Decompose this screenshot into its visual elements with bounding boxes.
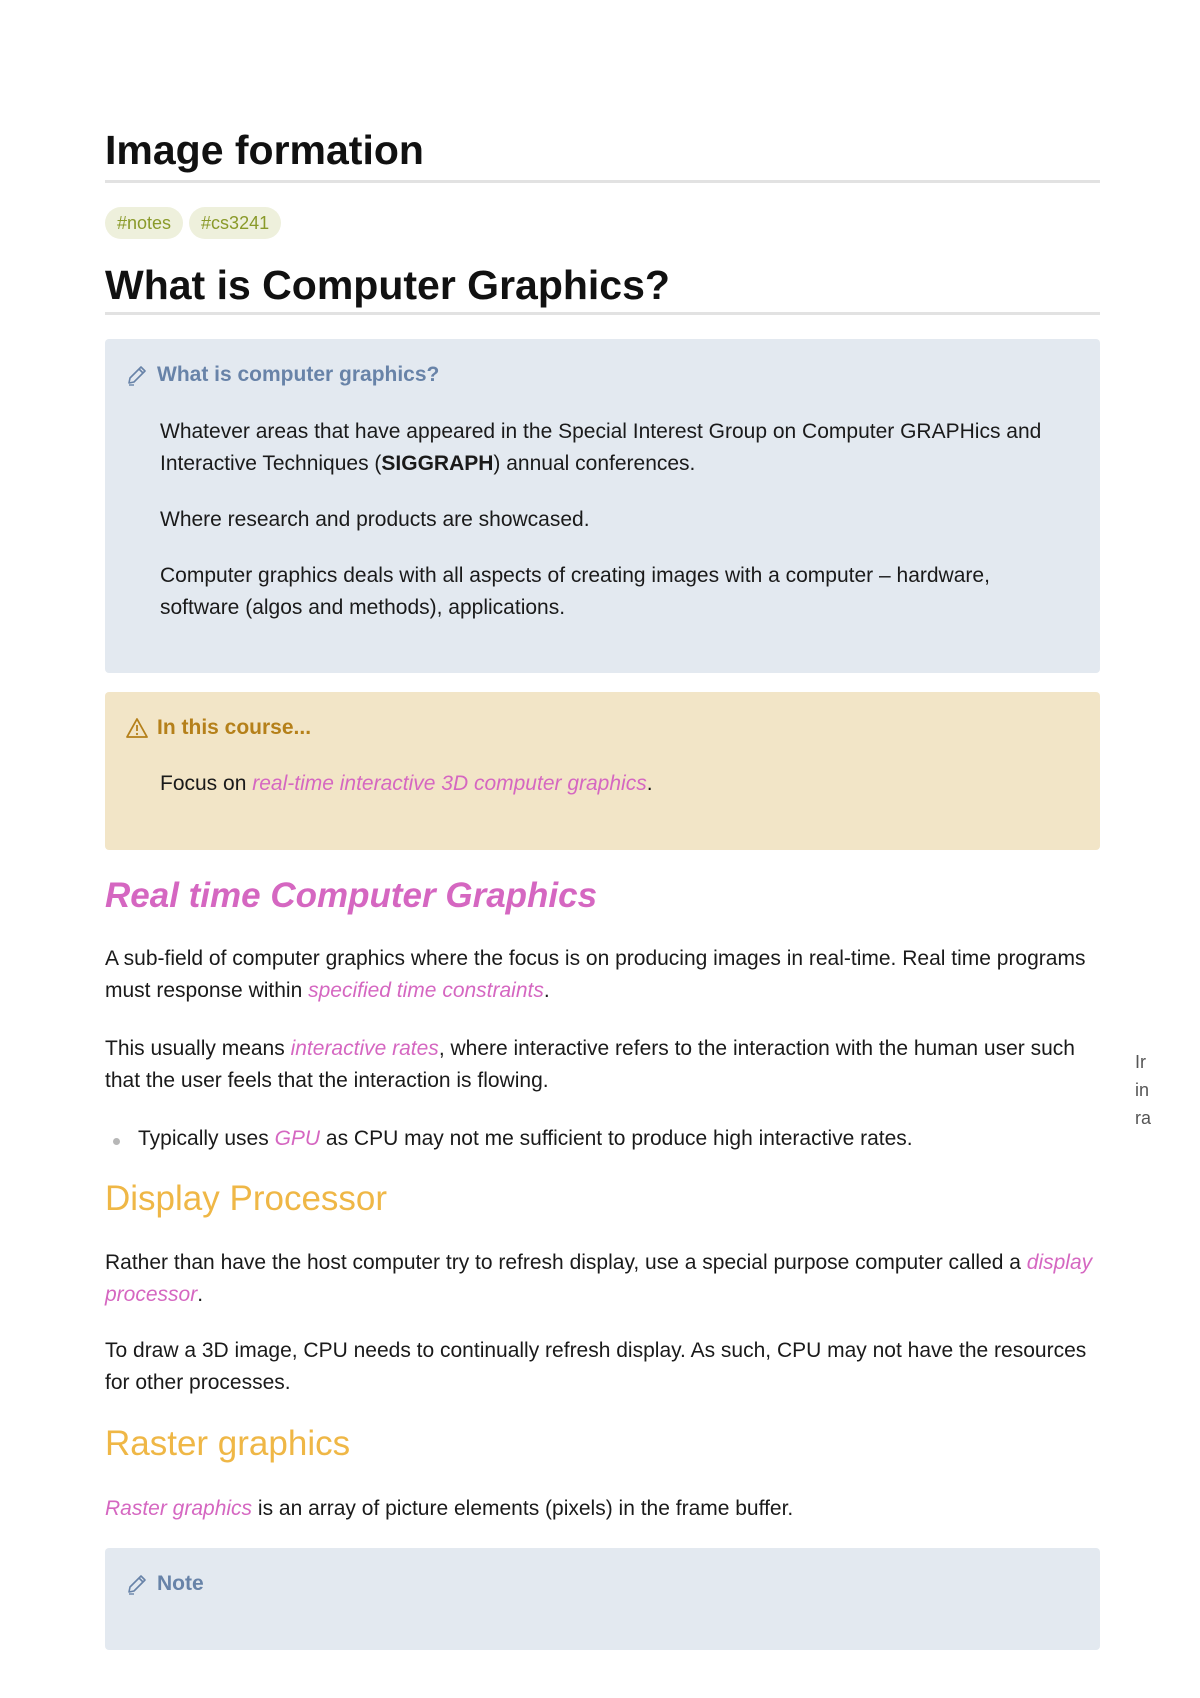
text-span: A sub-field of computer graphics where the focus is on producing images in real-time. Real time programs must response within <box>105 947 1086 1002</box>
emphasis-text: interactive rates <box>290 1037 439 1060</box>
heading-display-processor: Display Processor <box>105 1179 388 1218</box>
warning-icon <box>125 716 149 740</box>
text-span: . <box>646 772 653 795</box>
callout-note <box>105 339 1100 673</box>
text-span: ) annual conferences. <box>493 452 696 475</box>
paragraph <box>105 1033 1100 1097</box>
text-span: This usually means <box>105 1037 291 1060</box>
callout-warning-title <box>125 716 311 740</box>
emphasis-text: GPU <box>274 1127 321 1150</box>
page-title: Image formation <box>105 127 424 173</box>
tag-cs3241[interactable]: #cs3241 <box>189 207 281 239</box>
callout-warning-title-text: In this course... <box>157 716 312 739</box>
margin-fragment: in <box>1135 1080 1150 1100</box>
margin-fragment: Ir <box>1135 1052 1146 1072</box>
callout-note-title-text: What is computer graphics? <box>157 363 440 386</box>
callout-note-paragraph: Computer graphics deals with all aspects of creating images with a computer – hardware, software (algos and methods), applications. <box>160 564 990 619</box>
callout-note-paragraph <box>160 416 1070 480</box>
callout-warning-paragraph <box>160 768 1070 800</box>
margin-fragment: ra <box>1135 1108 1152 1128</box>
paragraph <box>105 943 1100 1007</box>
heading-real-time-computer-graphics: Real time Computer Graphics <box>105 876 598 915</box>
section-divider <box>105 312 1100 315</box>
text-span: Focus on <box>160 772 253 795</box>
title-divider <box>105 180 1100 183</box>
pencil-icon <box>125 1572 149 1596</box>
callout-note-title <box>125 363 439 387</box>
text-span: Whatever areas that have appeared in the Special Interest Group on Computer GRAPHics and Interactive Techniques ( <box>160 420 1042 475</box>
text-span: , where interactive refers to the interaction with the human user such that the user feels that the interaction is flowing. <box>105 1037 1075 1092</box>
siggraph-bold: SIGGRAPH <box>381 452 494 475</box>
text-span: as CPU may not me sufficient to produce high interactive rates. <box>320 1127 913 1150</box>
list-item <box>138 1123 1100 1155</box>
tag-list <box>105 207 281 239</box>
callout-warning-body <box>160 768 1070 824</box>
tag-notes[interactable]: #notes <box>105 207 183 239</box>
bullet-dot-icon <box>113 1138 120 1145</box>
emphasis-text: specified time constraints <box>308 979 544 1002</box>
text-span: . <box>543 979 550 1002</box>
emphasis-link: real-time interactive 3D computer graphics <box>252 772 647 795</box>
callout-note-2 <box>105 1548 1100 1650</box>
heading-raster-graphics: Raster graphics <box>105 1424 351 1463</box>
paragraph: To draw a 3D image, CPU needs to continually refresh display. As such, CPU may not have the resources for other processes. <box>105 1339 1087 1394</box>
callout-warning <box>105 692 1100 850</box>
section-heading-computer-graphics: What is Computer Graphics? <box>105 262 670 308</box>
callout-note-2-title-text: Note <box>157 1572 204 1595</box>
emphasis-text: Raster graphics <box>105 1497 253 1520</box>
text-span: Typically uses <box>138 1127 275 1150</box>
callout-note-2-title <box>125 1572 204 1596</box>
emphasis-text: display processor <box>105 1251 1093 1306</box>
paragraph <box>105 1247 1100 1311</box>
text-span: . <box>197 1283 204 1306</box>
callout-note-body <box>160 416 1070 648</box>
text-span: is an array of picture elements (pixels) in the frame buffer. <box>252 1497 794 1520</box>
text-span: Rather than have the host computer try to refresh display, use a special purpose computer called a <box>105 1251 1027 1274</box>
pencil-icon <box>125 363 149 387</box>
paragraph <box>105 1493 1100 1525</box>
callout-note-paragraph: Where research and products are showcased. <box>160 508 590 531</box>
